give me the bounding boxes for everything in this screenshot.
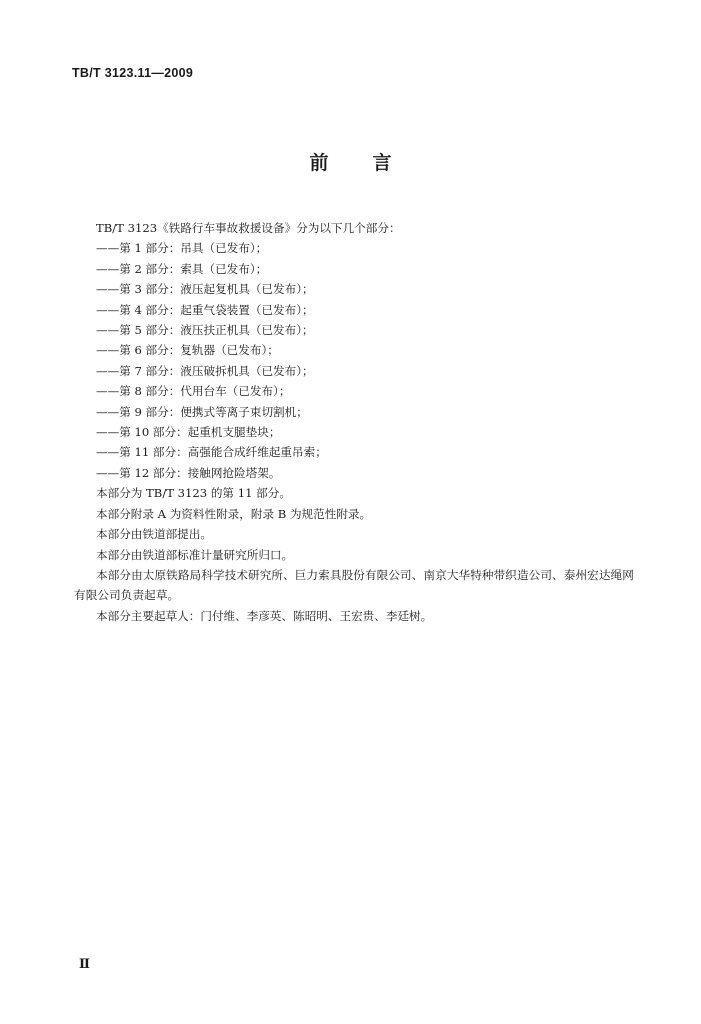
list-item: ——第 9 部分：便携式等离子束切割机；: [96, 404, 308, 419]
drafters-paragraph: 本部分主要起草人：门付维、李彦英、陈昭明、王宏贵、李廷树。: [96, 608, 433, 623]
preface-body: [74, 218, 644, 626]
parts-list: [74, 238, 644, 483]
list-item: ——第 7 部分：液压破拆机具（已发布）；: [96, 363, 314, 378]
page-title: 前言: [309, 152, 436, 174]
list-item: ——第 4 部分：起重气袋装置（已发布）；: [96, 302, 314, 317]
list-item: ——第 6 部分：复轨器（已发布）；: [96, 343, 279, 358]
page-number: Ⅱ: [79, 957, 90, 972]
list-item: ——第 3 部分：液压起复机具（已发布）；: [96, 282, 314, 297]
list-item: ——第 8 部分：代用台车（已发布）；: [96, 384, 291, 399]
drafting-units-paragraph: 本部分由太原铁路局科学技术研究所、巨力索具股份有限公司、南京大华特种带织造公司、泰州宏达绳网有限公司负责起草。: [74, 567, 634, 603]
list-item: ——第 11 部分：高强能合成纤维起重吊索；: [96, 445, 327, 460]
list-item: ——第 5 部分：液压扶正机具（已发布）；: [96, 323, 314, 338]
list-item: ——第 10 部分：起重机支腿垫块；: [96, 425, 281, 440]
proposer-statement: 本部分由铁道部提出。: [96, 527, 212, 542]
intro-paragraph: TB/T 3123《铁路行车事故救援设备》分为以下几个部分：: [96, 221, 401, 235]
list-item: ——第 1 部分：吊具（已发布）；: [96, 241, 268, 256]
list-item: ——第 2 部分：索具（已发布）；: [96, 261, 268, 276]
part-statement: 本部分为 TB/T 3123 的第 11 部分。: [96, 486, 291, 501]
standard-code-header: TB/T 3123.11—2009: [72, 66, 194, 80]
responsible-org-statement: 本部分由铁道部标准计量研究所归口。: [96, 547, 294, 562]
list-item: ——第 12 部分：接触网抢险塔架。: [96, 465, 281, 480]
annex-statement: 本部分附录 A 为资料性附录，附录 B 为规范性附录。: [96, 506, 372, 521]
